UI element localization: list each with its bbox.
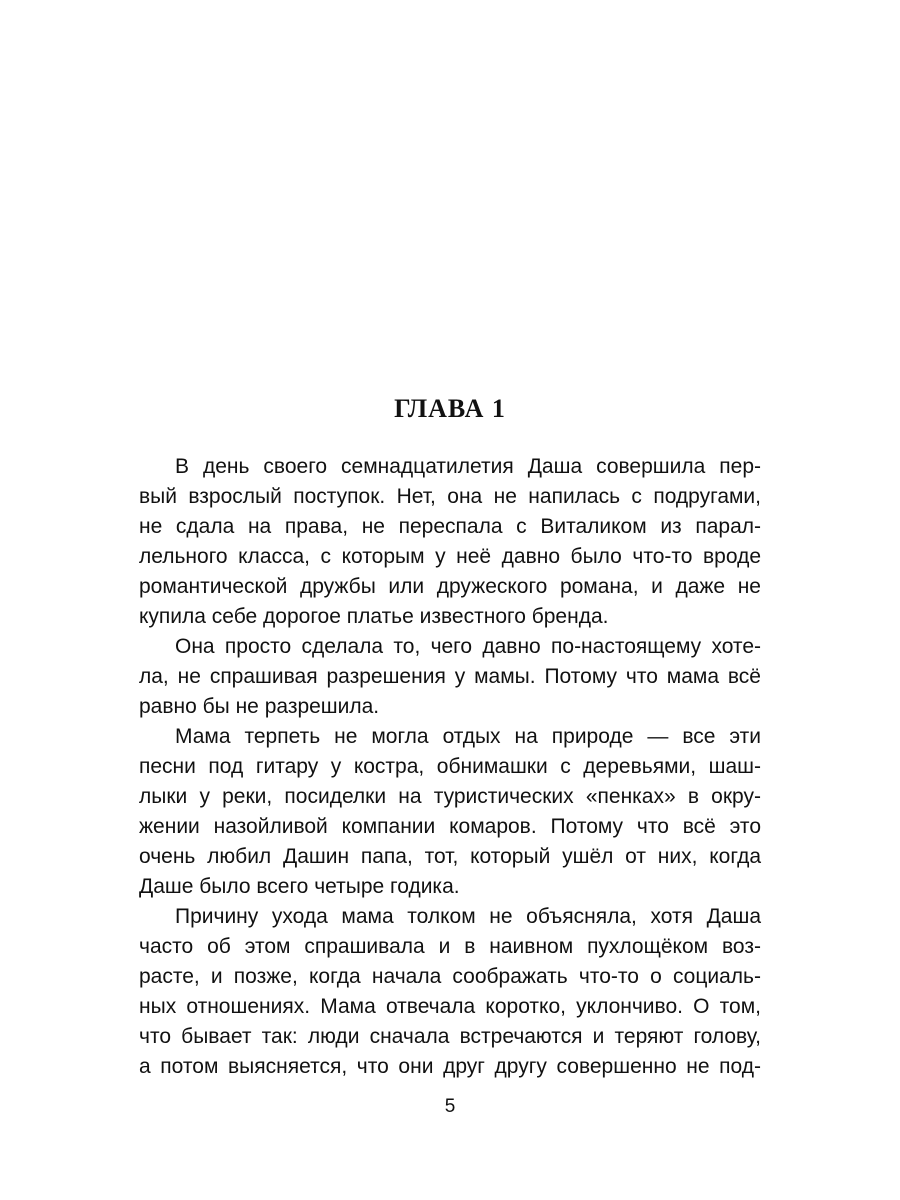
page-number: 5 — [444, 1096, 456, 1117]
paragraph — [139, 722, 761, 902]
text-line: равно бы не разрешила. — [139, 695, 380, 718]
text-line: романтической дружбы или дружеского романа, и даже не — [139, 575, 761, 598]
chapter-title: ГЛАВА 1 — [394, 394, 506, 423]
paragraph — [139, 632, 761, 722]
text-line: расте, и позже, когда начала соображать что-то о социаль- — [139, 965, 761, 988]
text-line: жении назойливой компании комаров. Потому что всё это — [139, 815, 761, 838]
text-line: лыки у реки, посиделки на туристических «пенках» в окру- — [139, 785, 761, 808]
text-line: купила себе дорогое платье известного бренда. — [139, 605, 609, 628]
paragraph — [139, 452, 761, 632]
text-line: очень любил Дашин папа, тот, который ушёл от них, когда — [139, 845, 761, 868]
text-line: а потом выясняется, что они друг другу совершенно не под- — [139, 1055, 761, 1078]
text-line: ных отношениях. Мама отвечала коротко, уклончиво. О том, — [139, 995, 761, 1018]
text-line: Даше было всего четыре годика. — [139, 875, 460, 898]
text-line: не сдала на права, не переспала с Виталиком из парал- — [139, 515, 761, 538]
text-line: часто об этом спрашивала и в наивном пухлощёком воз- — [139, 935, 761, 958]
text-line: Причину ухода мама толком не объясняла, хотя Даша — [175, 905, 761, 928]
text-line: вый взрослый поступок. Нет, она не напилась с подругами, — [139, 485, 761, 508]
text-line: что бывает так: люди сначала встречаются и теряют голову, — [139, 1025, 761, 1048]
text-line: ла, не спрашивая разрешения у мамы. Потому что мама всё — [139, 665, 761, 688]
paragraph — [139, 902, 761, 1082]
text-line: лельного класса, с которым у неё давно было что-то вроде — [139, 545, 761, 568]
text-line: В день своего семнадцатилетия Даша совершила пер- — [175, 455, 761, 478]
body-text — [139, 452, 761, 1082]
text-line: Мама терпеть не могла отдых на природе — все эти — [175, 725, 761, 748]
text-line: песни под гитару у костра, обнимашки с деревьями, шаш- — [139, 755, 761, 778]
text-line: Она просто сделала то, чего давно по-настоящему хоте- — [175, 635, 761, 658]
